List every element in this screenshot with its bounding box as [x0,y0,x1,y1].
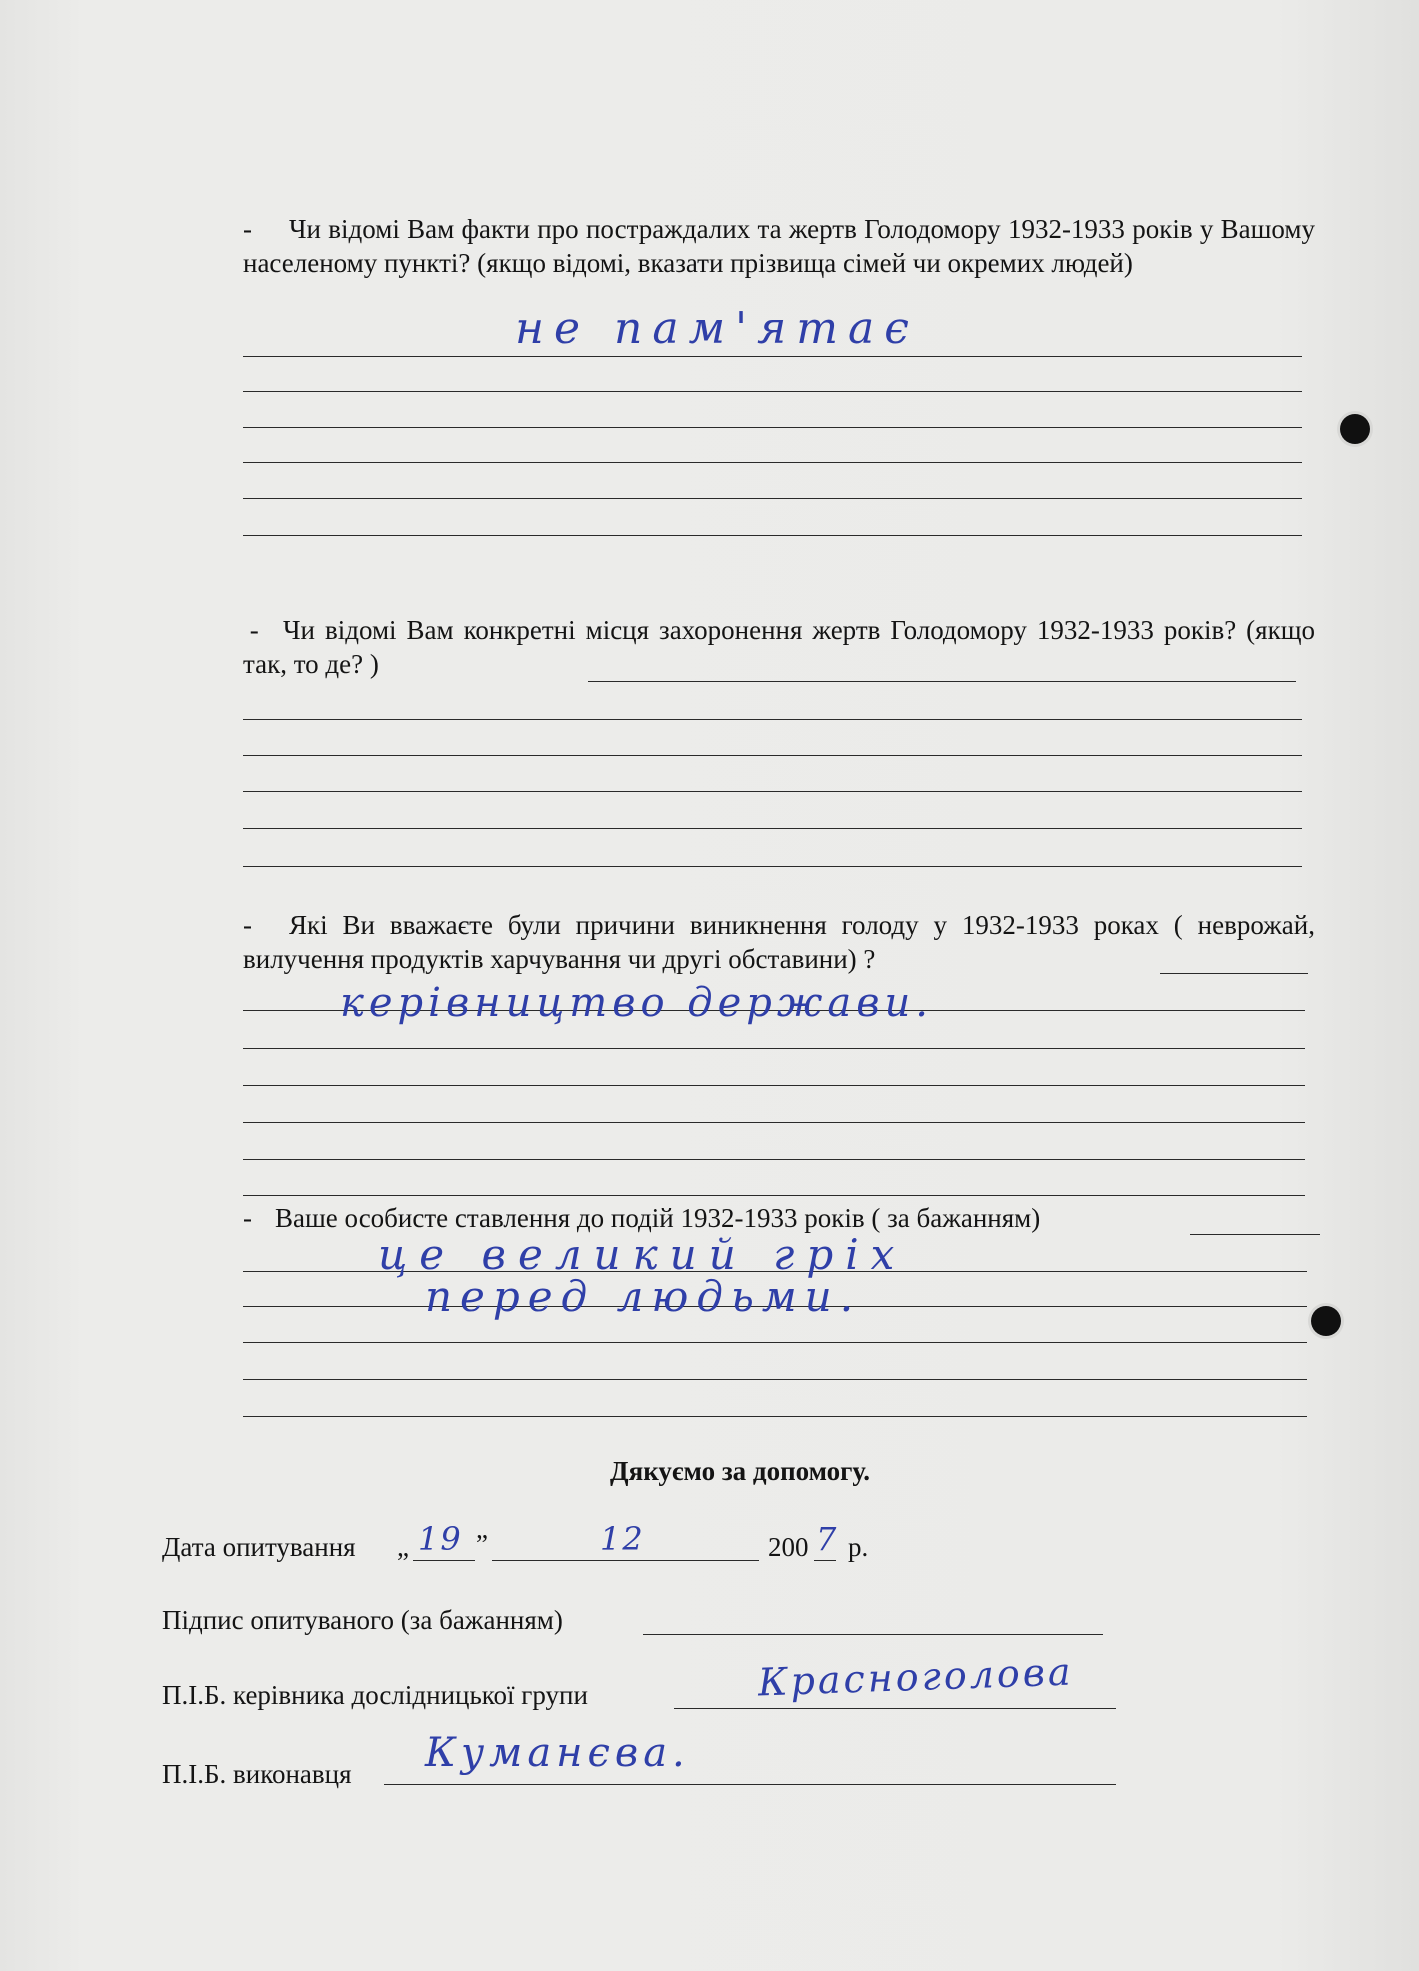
answer-line [243,1048,1305,1049]
question-dash: - [243,615,259,645]
answer-line [243,462,1302,463]
leader-value: Красноголова [757,1649,1075,1705]
answer-line [243,1416,1307,1417]
answer-line [243,866,1302,867]
answer-line [243,1122,1305,1123]
date-day-line [413,1560,475,1561]
answer-line [243,535,1302,536]
answer-line [1160,973,1308,974]
answer-line [243,1379,1307,1380]
answer-line [243,391,1302,392]
answer-4-line-2: перед людьми. [425,1272,862,1321]
date-year-prefix: 200 [768,1532,809,1562]
question-2 [243,613,1315,681]
question-dash: - [243,1203,252,1233]
answer-line [243,356,1302,357]
answer-line [243,427,1302,428]
answer-line [243,755,1302,756]
signature-line [643,1634,1103,1635]
question-dash: - [243,214,252,244]
question-3-text: Які Ви вважаєте були причини виникнення голоду у 1932-1933 роках ( неврожай, вилучення продуктів харчування чи другі обставини) ? [243,910,1315,974]
question-4-text: Ваше особисте ставлення до подій 1932-1933 років ( за бажанням) [275,1203,1041,1233]
question-1 [243,212,1315,280]
date-open-quote: „ [397,1532,409,1562]
answer-line [588,681,1296,682]
answer-line [243,1195,1305,1196]
answer-line [243,1342,1307,1343]
answer-line [243,719,1302,720]
answer-line [243,498,1302,499]
answer-4-line-1: це великий гріх [378,1230,907,1279]
answer-1-line-1: не пам'ятає [515,303,919,354]
leader-line [674,1708,1116,1709]
question-1-text: Чи відомі Вам факти про постраждалих та жертв Голодомору 1932-1933 років у Вашому населеному пункті? (якщо відомі, вказати прізвища сімей чи окремих людей) [243,214,1315,278]
question-3 [243,908,1315,976]
date-suffix: р. [848,1532,869,1562]
question-dash: - [243,910,252,940]
punch-hole [1311,1306,1341,1336]
date-year-line [814,1560,836,1561]
answer-line [243,791,1302,792]
date-close-quote: ” [476,1529,488,1559]
date-month: 12 [600,1520,645,1558]
punch-hole [1340,414,1370,444]
answer-line [243,1159,1305,1160]
executor-value: Куманєва. [425,1730,690,1776]
executor-line [384,1784,1116,1785]
executor-label: П.І.Б. виконавця [162,1759,352,1789]
answer-line [243,1085,1305,1086]
answer-line [1190,1234,1320,1235]
date-label: Дата опитування [162,1532,356,1562]
question-2-text: Чи відомі Вам конкретні місця захоронення жертв Голодомору 1932-1933 років? (якщо так, то де? ) [243,615,1315,679]
date-month-line [492,1560,759,1561]
leader-label: П.І.Б. керівника дослідницької групи [162,1680,588,1710]
date-year-digit: 7 [816,1520,837,1558]
thank-you-heading: Дякуємо за допомогу. [610,1456,870,1486]
date-day: 19 [418,1520,463,1558]
answer-line [243,828,1302,829]
signature-label: Підпис опитуваного (за бажанням) [162,1605,563,1635]
answer-3-line-1: керівництво держави. [340,980,933,1026]
